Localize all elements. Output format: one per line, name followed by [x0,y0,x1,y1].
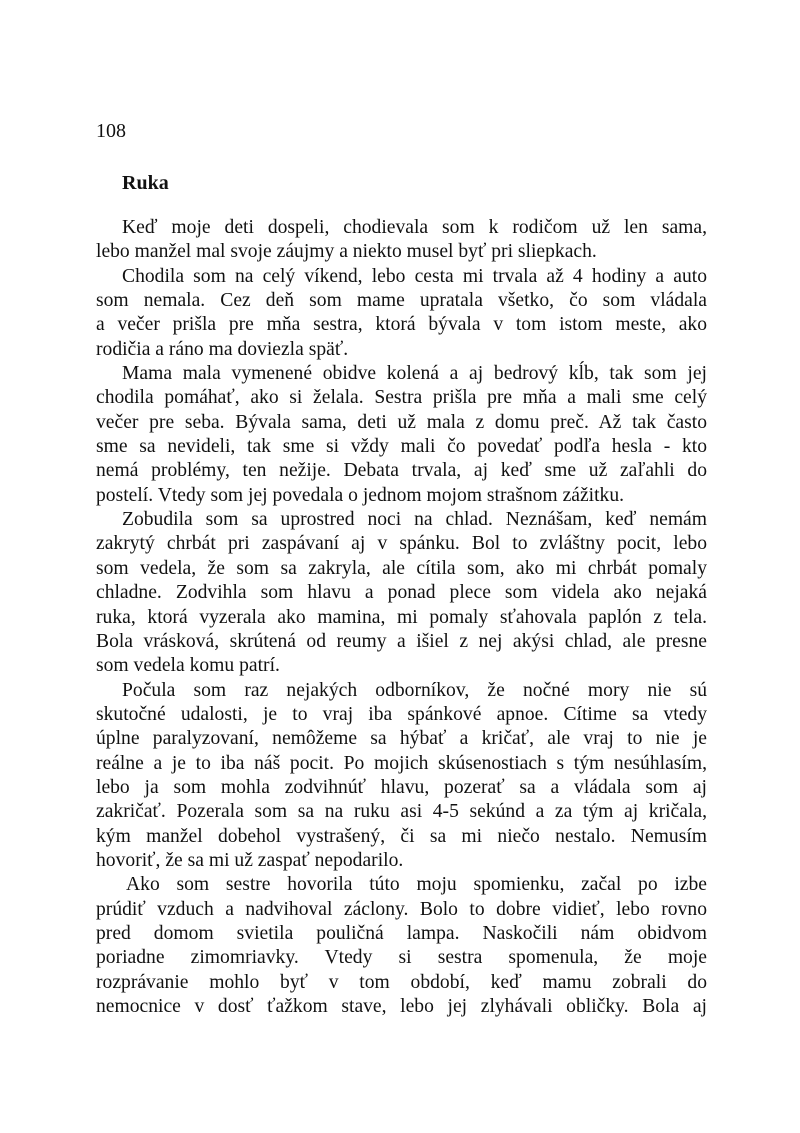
chapter-title: Ruka [122,172,169,194]
text-line: nemá problémy, ten nežije. Debata trvala, aj keď sme už zaľahli do [96,460,707,482]
paragraph [96,362,707,508]
text-line: zakrytý chrbát pri zaspávaní aj v spánku. Bol to zvláštny pocit, lebo [96,533,707,555]
text-line: Počula som raz nejakých odborníkov, že nočné mory nie sú [122,679,707,701]
text-line: rodičia a ráno ma doviezla späť. [96,338,349,360]
text-line: reálne a je to iba náš pocit. Po mojich skúsenostiach s tým nesúhlasím, [96,752,707,774]
text-line: kým manžel dobehol vystrašený, či sa mi niečo nestalo. Nemusím [96,825,707,847]
text-line: chodila pomáhať, ako si želala. Sestra prišla pre mňa a mali sme celý [96,387,707,409]
body-text [96,216,707,1019]
text-line: úplne paralyzovaní, nemôžeme sa hýbať a kričať, ale vraj to nie je [96,728,707,750]
paragraph [96,265,707,362]
text-line: chladne. Zodvihla som hlavu a ponad plece som videla ako nejaká [96,582,707,604]
text-line: som nemala. Cez deň som mame upratala všetko, čo som vládala [96,290,707,312]
text-line: ruka, ktorá vyzerala ako mamina, mi pomaly sťahovala paplón z tela. [96,606,707,628]
text-line: Keď moje deti dospeli, chodievala som k rodičom už len sama, [122,217,707,238]
text-line: som vedela komu patrí. [96,655,280,677]
paragraph [96,508,707,678]
text-line: večer pre seba. Bývala sama, deti už mala z domu preč. Až tak často [96,411,707,433]
text-line: lebo ja som mohla zodvihnúť hlavu, pozerať sa a vládala som aj [96,776,707,798]
text-line: nemocnice v dosť ťažkom stave, lebo jej zlyhávali obličky. Bola aj [96,996,707,1017]
text-line: skutočné udalosti, je to vraj iba spánkové apnoe. Cítime sa vtedy [96,703,707,725]
text-line: a večer prišla pre mňa sestra, ktorá bývala v tom istom meste, ako [96,314,707,336]
text-line: rozprávanie mohlo byť v tom období, keď mamu zobrali do [96,971,707,993]
text-line: som vedela, že som sa zakryla, ale cítila som, ako mi chrbát pomaly [96,557,707,579]
text-line: Chodila som na celý víkend, lebo cesta mi trvala až 4 hodiny a auto [122,265,707,287]
text-line: poriadne zimomriavky. Vtedy si sestra spomenula, že moje [96,947,707,969]
page-number: 108 [96,120,126,142]
text-line: Ako som sestre hovorila túto moju spomienku, začal po izbe [126,874,707,896]
text-line: Zobudila som sa uprostred noci na chlad. Neznášam, keď nemám [122,509,707,531]
text-line: hovoriť, že sa mi už zaspať nepodarilo. [96,849,404,871]
text-line: sme sa nevideli, tak sme si vždy mali čo povedať podľa hesla - kto [96,436,707,458]
paragraph [96,679,707,874]
text-line: lebo manžel mal svoje záujmy a niekto musel byť pri sliepkach. [96,241,597,263]
text-line: Mama mala vymenené obidve kolená a aj bedrový kĺb, tak som jej [122,363,707,385]
text-line: prúdiť vzduch a nadvihoval záclony. Bolo to dobre vidieť, lebo rovno [96,898,707,920]
paragraph [96,873,707,1019]
text-line: zakričať. Pozerala som sa na ruku asi 4-5 sekúnd a za tým aj kričala, [96,801,707,823]
text-line: pred domom svietila pouličná lampa. Naskočili nám obidvom [96,922,707,944]
text-line: postelí. Vtedy som jej povedala o jednom mojom strašnom zážitku. [96,484,625,506]
paragraph [96,216,707,265]
text-line: Bola vrásková, skrútená od reumy a išiel z nej akýsi chlad, ale presne [96,630,707,652]
